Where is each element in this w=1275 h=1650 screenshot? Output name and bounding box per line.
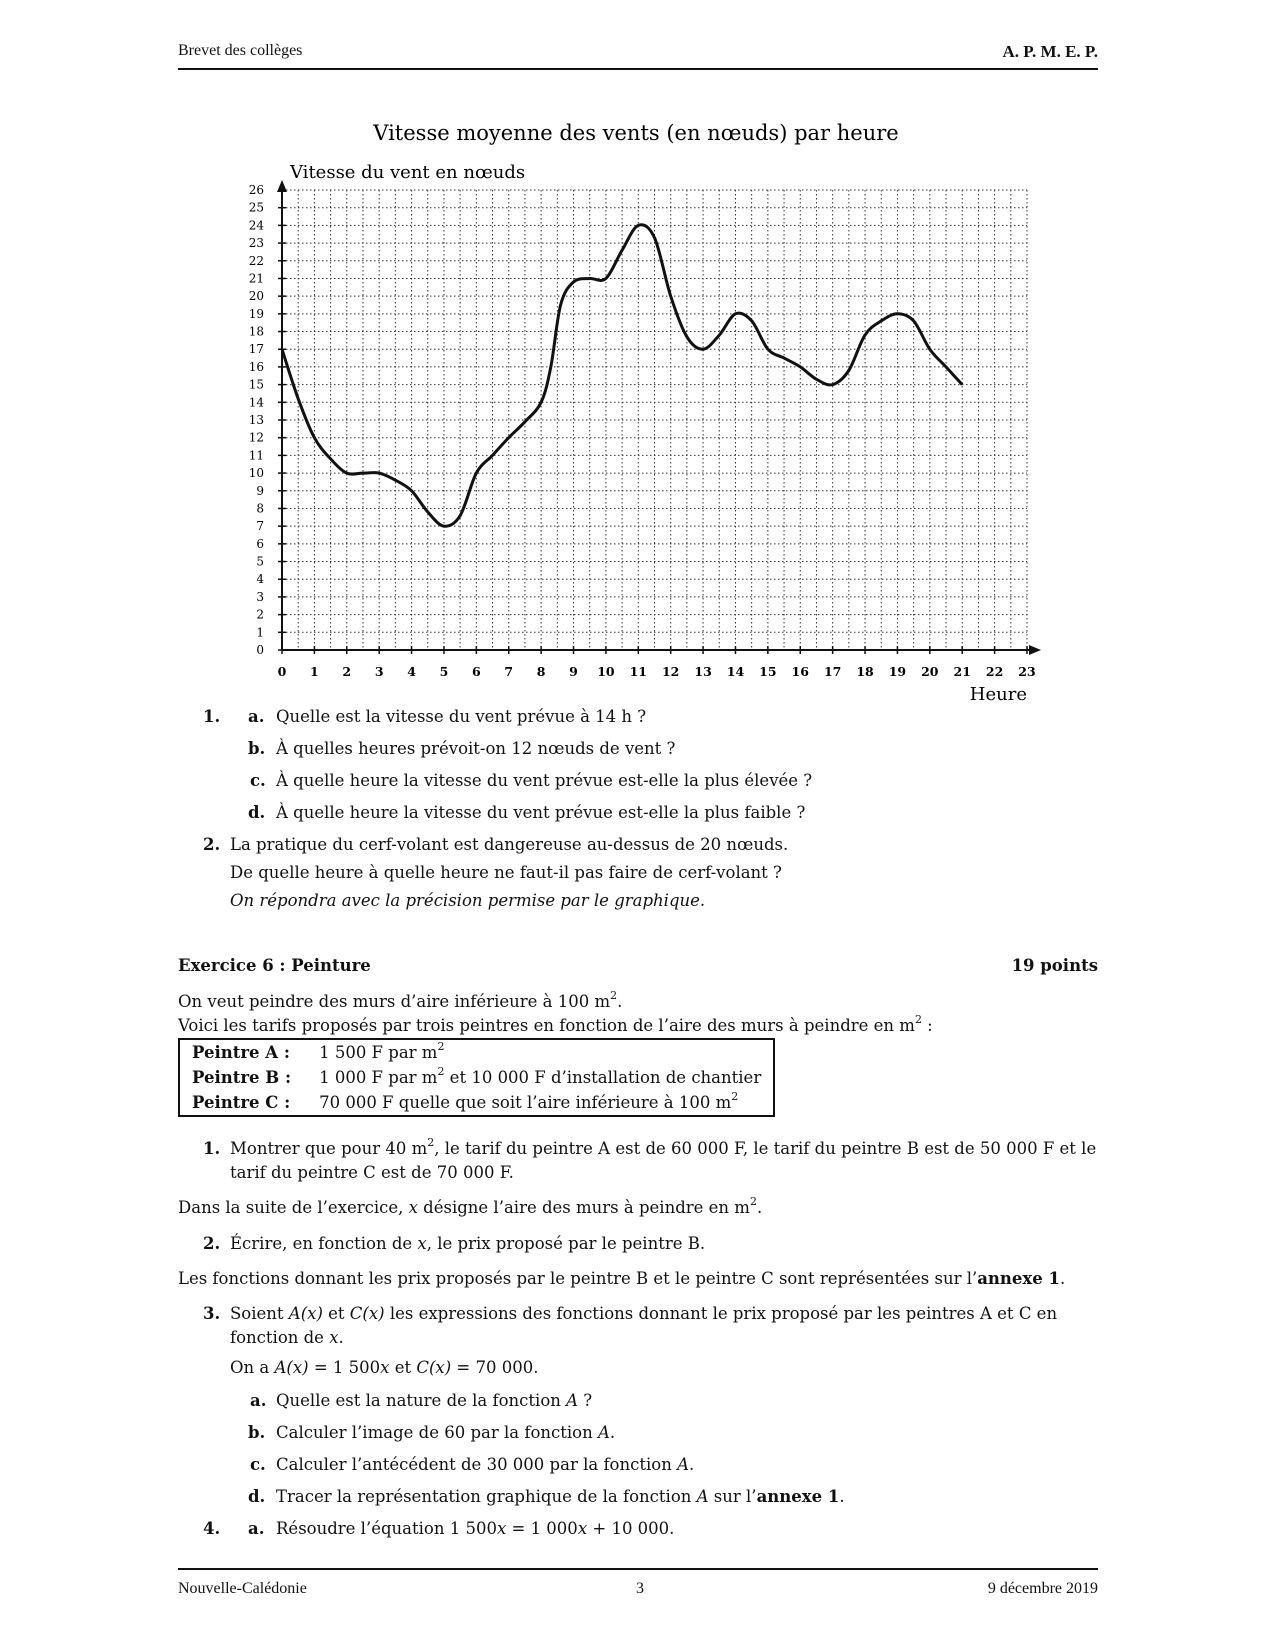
q1b-text: À quelles heures prévoit-on 12 nœuds de vent ? xyxy=(276,739,676,758)
y-tick-label: 4 xyxy=(256,572,264,587)
fonctions-part-b: . xyxy=(1059,1269,1066,1288)
q3a-text xyxy=(276,1389,592,1413)
q4a-part-b: = 1 000 xyxy=(506,1519,578,1538)
exercise6-points: 19 points xyxy=(1011,956,1098,975)
func-A: A xyxy=(677,1455,689,1474)
row-sup: 2 xyxy=(437,1065,445,1078)
suite-part-b: désigne l’aire des murs à peindre en m xyxy=(417,1198,750,1217)
q3-line3-a: On a xyxy=(230,1358,275,1377)
ex6-q3-line1 xyxy=(230,1302,1057,1326)
header-left: Brevet des collèges xyxy=(178,42,303,59)
annexe-ref: annexe 1 xyxy=(977,1269,1060,1288)
q1a-text: Quelle est la vitesse du vent prévue à 14 h ? xyxy=(276,707,647,726)
fonctions-part-a: Les fonctions donnant les prix proposés par le peintre B et le peintre C sont représentées sur l’ xyxy=(178,1269,978,1288)
func-A: A xyxy=(597,1423,610,1442)
ex6-intro2-text: Voici les tarifs proposés par trois peintres en fonction de l’aire des murs à peindre en m xyxy=(178,1016,915,1035)
y-tick-label: 13 xyxy=(248,413,264,427)
footer-left: Nouvelle-Calédonie xyxy=(178,1580,307,1597)
ex6-q3-line3 xyxy=(230,1356,538,1380)
q3c-end: . xyxy=(688,1455,695,1474)
q3d-label: d. xyxy=(248,1487,266,1506)
ex6-q1-line2: tarif du peintre C est de 70 000 F. xyxy=(230,1163,514,1182)
ex6-q2-text xyxy=(230,1232,705,1256)
y-tick-label: 22 xyxy=(248,253,264,268)
q3d-text xyxy=(276,1485,845,1509)
y-tick-label: 1 xyxy=(256,625,264,640)
var-x: x xyxy=(329,1328,339,1347)
var-x: x xyxy=(380,1358,390,1377)
x-tick-label: 11 xyxy=(629,664,648,679)
y-tick-label: 5 xyxy=(256,554,264,569)
q3a-body: Quelle est la nature de la fonction xyxy=(276,1391,567,1410)
y-tick-label: 21 xyxy=(248,271,264,286)
row-text: 1 000 F par m xyxy=(319,1068,438,1087)
ex6-q1-number: 1. xyxy=(203,1139,221,1158)
var-x: x xyxy=(496,1519,507,1538)
x-tick-label: 6 xyxy=(471,664,481,679)
suite-part-c: . xyxy=(756,1198,763,1217)
y-tick-label: 3 xyxy=(256,589,264,604)
var-x: x xyxy=(577,1519,588,1538)
x-tick-label: 0 xyxy=(277,664,287,679)
x-tick-label: 13 xyxy=(694,664,712,679)
row-label: Peintre B : xyxy=(192,1068,292,1087)
footer-right: 9 décembre 2019 xyxy=(987,1580,1098,1597)
ex6-q3-line2 xyxy=(230,1326,344,1350)
q2-line1: La pratique du cerf-volant est dangereuse au-dessus de 20 nœuds. xyxy=(230,835,789,854)
series-line xyxy=(282,225,962,527)
func-A: A xyxy=(566,1391,579,1410)
x-tick-label: 20 xyxy=(921,664,939,679)
ex6-intro2 xyxy=(178,1014,933,1038)
x-tick-label: 16 xyxy=(791,664,809,679)
y-tick-label: 14 xyxy=(248,395,264,410)
table-row xyxy=(179,1039,774,1065)
var-x: x xyxy=(408,1198,418,1217)
x-tick-label: 23 xyxy=(1018,664,1036,679)
q1c-text: À quelle heure la vitesse du vent prévue est-elle la plus élevée ? xyxy=(276,771,813,790)
q1d-text: À quelle heure la vitesse du vent prévue est-elle la plus faible ? xyxy=(276,803,806,822)
q3b-text xyxy=(276,1421,615,1445)
q1d-label: d. xyxy=(248,803,266,822)
row-value xyxy=(307,1039,774,1065)
sup-2: 2 xyxy=(610,989,618,1002)
exercise6-title: Exercice 6 : Peinture xyxy=(178,956,371,975)
q1c-label: c. xyxy=(250,771,266,790)
page-footer xyxy=(178,1568,1098,1600)
x-tick-label: 5 xyxy=(439,664,449,679)
ex6-intro1 xyxy=(178,990,622,1014)
q3d-body: Tracer la représentation graphique de la fonction xyxy=(276,1487,697,1506)
tarifs-table xyxy=(178,1038,775,1117)
q3c-text xyxy=(276,1453,694,1477)
ex6-q1-part-a: Montrer que pour 40 m xyxy=(230,1139,428,1158)
q4a-text xyxy=(276,1517,674,1541)
x-tick-label: 1 xyxy=(310,664,319,679)
y-tick-label: 0 xyxy=(256,643,264,657)
chart-ylabel: Vitesse du vent en nœuds xyxy=(290,162,526,183)
q3b-label: b. xyxy=(248,1423,266,1442)
q3-part-c: les expressions des fonctions donnant le prix proposé par les peintres A et C en xyxy=(384,1304,1058,1323)
wind-speed-chart xyxy=(0,0,1275,720)
row-value xyxy=(307,1065,774,1090)
page-number: 3 xyxy=(636,1580,644,1597)
row-sup: 2 xyxy=(731,1090,739,1103)
y-tick-label: 17 xyxy=(248,342,264,357)
y-tick-label: 8 xyxy=(256,501,264,516)
annexe-ref: annexe 1 xyxy=(756,1487,840,1506)
y-tick-label: 24 xyxy=(248,218,264,233)
row-label: Peintre C : xyxy=(192,1093,291,1112)
y-tick-label: 12 xyxy=(248,430,264,445)
func-Ax: A(x) xyxy=(274,1358,309,1377)
y-tick-label: 10 xyxy=(248,466,264,481)
y-tick-label: 18 xyxy=(248,324,264,339)
x-tick-label: 4 xyxy=(407,664,416,679)
func-Cx: C(x) xyxy=(416,1358,452,1377)
q4a-part-c: + 10 000. xyxy=(587,1519,675,1538)
y-tick-label: 26 xyxy=(248,183,264,197)
sup-2: 2 xyxy=(749,1195,757,1208)
y-tick-label: 25 xyxy=(248,200,264,215)
ex6-q1-line1 xyxy=(230,1137,1096,1161)
ex6-q3-number: 3. xyxy=(203,1304,221,1323)
q3-line3-b: = 1 500 xyxy=(308,1358,381,1377)
q2-line3: On répondra avec la précision permise par le graphique. xyxy=(230,891,706,910)
y-tick-label: 9 xyxy=(256,483,264,498)
q3d-end: . xyxy=(839,1487,845,1506)
x-tick-label: 7 xyxy=(504,664,514,679)
q4a-label: a. xyxy=(248,1519,265,1538)
table-row xyxy=(179,1090,774,1116)
row-rest: et 10 000 F d’installation de chantier xyxy=(444,1068,762,1087)
q2-part-a: Écrire, en fonction de xyxy=(230,1234,418,1253)
chart-xlabel: Heure xyxy=(969,684,1027,705)
x-axis-arrow xyxy=(1029,645,1041,655)
header-right: A. P. M. E. P. xyxy=(1002,42,1098,61)
x-tick-label: 14 xyxy=(726,664,745,679)
q3c-label: c. xyxy=(250,1455,266,1474)
ex6-intro1-end: . xyxy=(617,992,623,1011)
row-text: 1 500 F par m xyxy=(319,1043,438,1062)
q2-part-b: , le prix proposé par le peintre B. xyxy=(426,1234,706,1253)
suite-part-a: Dans la suite de l’exercice, xyxy=(178,1198,409,1217)
x-tick-label: 3 xyxy=(374,664,384,679)
q3a-end: ? xyxy=(578,1391,593,1410)
x-tick-label: 18 xyxy=(856,664,874,679)
y-tick-label: 15 xyxy=(248,377,264,392)
y-tick-label: 11 xyxy=(248,448,264,463)
func-Ax: A(x) xyxy=(288,1304,323,1323)
q3c-body: Calculer l’antécédent de 30 000 par la fonction xyxy=(276,1455,678,1474)
x-tick-label: 22 xyxy=(985,664,1004,679)
row-sup: 2 xyxy=(437,1040,445,1053)
ex6-q2-number: 2. xyxy=(203,1234,221,1253)
x-tick-labels xyxy=(278,664,1036,679)
q3d-mid: sur l’ xyxy=(708,1487,757,1506)
y-tick-label: 6 xyxy=(256,536,264,551)
y-tick-label: 2 xyxy=(256,607,264,622)
y-tick-label: 16 xyxy=(248,359,264,374)
y-tick-label: 19 xyxy=(248,306,264,321)
x-tick-label: 8 xyxy=(536,664,546,679)
ex6-intro1-text: On veut peindre des murs d’aire inférieure à 100 m xyxy=(178,992,611,1011)
q1-number: 1. xyxy=(203,707,221,726)
ex6-suite xyxy=(178,1196,762,1220)
chart-grid xyxy=(282,190,1027,650)
x-tick-label: 9 xyxy=(569,664,578,679)
row-text: 70 000 F quelle que soit l’aire inférieure à 100 m xyxy=(319,1093,732,1112)
x-tick-label: 15 xyxy=(759,664,777,679)
row-value xyxy=(307,1090,774,1116)
q3a-label: a. xyxy=(250,1391,267,1410)
x-tick-label: 2 xyxy=(342,664,352,679)
row-label: Peintre A : xyxy=(192,1043,290,1062)
ex6-q1-part-b: , le tarif du peintre A est de 60 000 F, le tarif du peintre B est de 50 000 F et le xyxy=(434,1139,1097,1158)
q3-line3-d: = 70 000. xyxy=(451,1358,539,1377)
q4a-part-a: Résoudre l’équation 1 500 xyxy=(276,1519,497,1538)
q3-line2-b: . xyxy=(338,1328,344,1347)
q3-line2-a: fonction de xyxy=(230,1328,330,1347)
x-tick-label: 19 xyxy=(888,664,907,679)
sup-2: 2 xyxy=(914,1013,922,1026)
q3-line3-c: et xyxy=(389,1358,417,1377)
q3b-body: Calculer l’image de 60 par la fonction xyxy=(276,1423,598,1442)
table-row xyxy=(179,1065,774,1090)
ex6-intro2-end: : xyxy=(921,1016,933,1035)
y-tick-labels xyxy=(249,183,265,657)
y-tick-label: 20 xyxy=(248,289,264,304)
ex6-q4-number: 4. xyxy=(203,1519,221,1538)
func-A: A xyxy=(696,1487,709,1506)
func-Cx: C(x) xyxy=(349,1304,385,1323)
q1a-label: a. xyxy=(248,707,265,726)
ex6-fonctions xyxy=(178,1267,1065,1291)
q2-number: 2. xyxy=(203,835,221,854)
sup-2: 2 xyxy=(427,1136,435,1149)
y-tick-label: 7 xyxy=(256,519,264,534)
y-tick-label: 23 xyxy=(248,236,264,251)
chart-title: Vitesse moyenne des vents (en nœuds) par heure xyxy=(373,121,899,145)
q3-part-a: Soient xyxy=(230,1304,289,1323)
x-tick-label: 10 xyxy=(597,664,615,679)
x-tick-label: 17 xyxy=(823,664,842,679)
q3b-end: . xyxy=(609,1423,616,1442)
q1b-label: b. xyxy=(248,739,266,758)
x-tick-label: 21 xyxy=(953,664,971,679)
var-x: x xyxy=(417,1234,427,1253)
q2-line2: De quelle heure à quelle heure ne faut-il pas faire de cerf-volant ? xyxy=(230,863,782,882)
x-tick-label: 12 xyxy=(661,664,680,679)
q3-part-b: et xyxy=(322,1304,350,1323)
